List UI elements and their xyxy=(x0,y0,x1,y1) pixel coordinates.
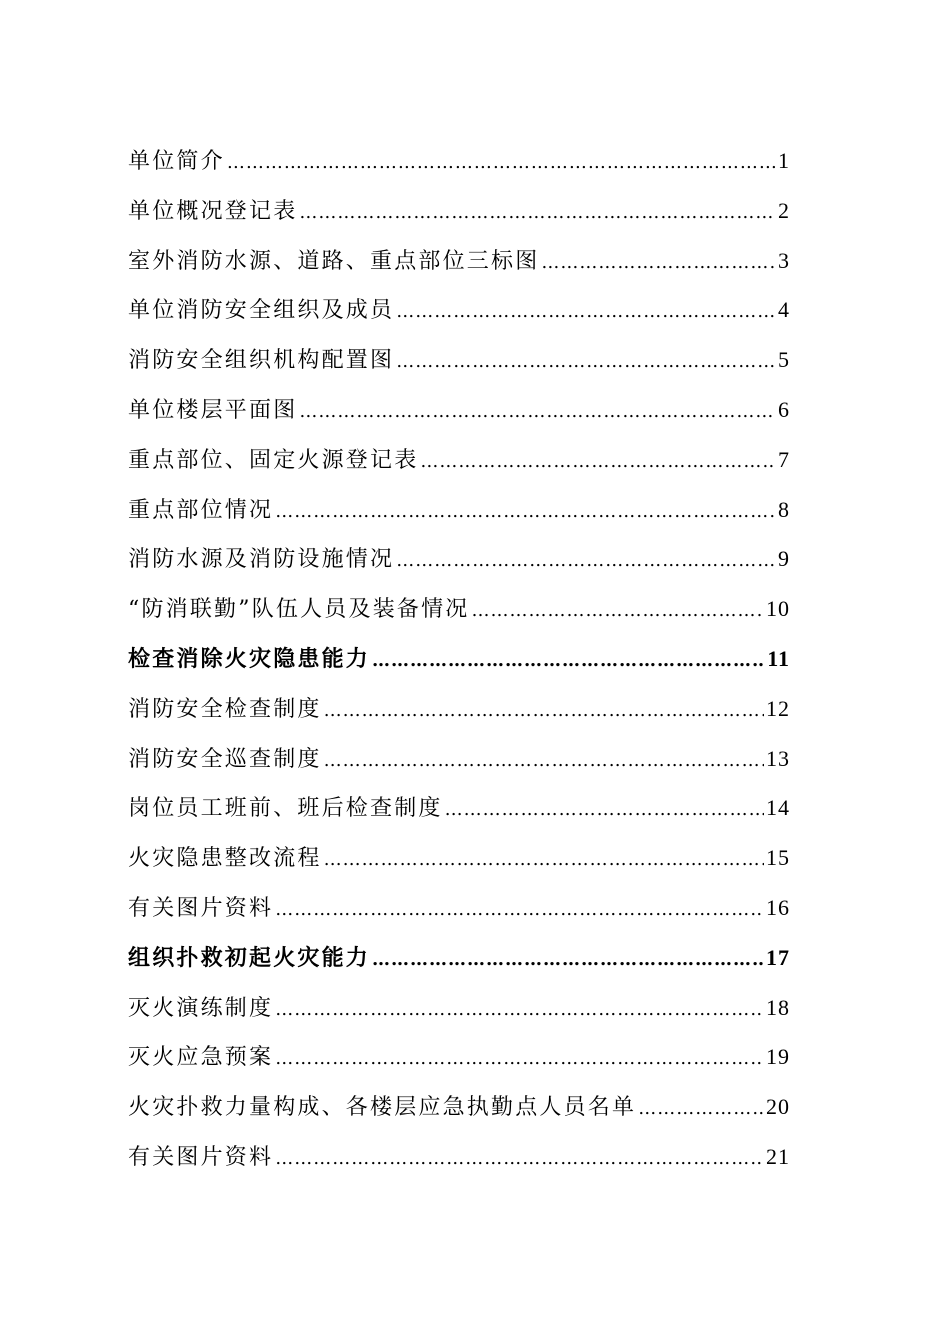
toc-dot-leader xyxy=(372,935,764,983)
toc-entry-title: 有关图片资料 xyxy=(128,895,274,921)
toc-entry[interactable] xyxy=(128,136,790,186)
toc-dot-leader xyxy=(227,138,776,186)
toc-entry[interactable] xyxy=(128,1082,790,1132)
toc-dot-leader xyxy=(299,188,776,236)
toc-entry-page: 8 xyxy=(778,496,790,522)
toc-entry-title: 检查消除火灾隐患能力 xyxy=(128,645,371,672)
toc-entry-page: 6 xyxy=(778,396,790,422)
toc-entry-title: 火灾隐患整改流程 xyxy=(128,846,322,872)
toc-entry-page: 5 xyxy=(778,347,790,373)
toc-dot-leader xyxy=(541,238,776,286)
toc-dot-leader xyxy=(275,1134,764,1182)
toc-entry[interactable] xyxy=(128,534,790,584)
toc-entry-page: 7 xyxy=(778,446,790,472)
toc-entry-page: 10 xyxy=(766,596,790,622)
toc-entry-page: 19 xyxy=(766,1044,790,1070)
toc-entry-title: 有关图片资料 xyxy=(128,1144,274,1170)
toc-entry[interactable] xyxy=(128,584,790,634)
toc-entry-title: 单位楼层平面图 xyxy=(128,397,298,423)
toc-entry-title: 单位概况登记表 xyxy=(128,198,298,224)
toc-dot-leader xyxy=(420,437,776,485)
toc-entry-page: 1 xyxy=(778,148,790,173)
toc-dot-leader xyxy=(324,686,764,734)
toc-entry[interactable] xyxy=(128,684,790,734)
toc-entry-page: 13 xyxy=(766,745,790,771)
toc-entry-page: 15 xyxy=(766,845,790,871)
toc-entry-title: 消防水源及消防设施情况 xyxy=(128,547,395,573)
toc-dot-leader xyxy=(396,536,776,584)
toc-entry-page: 9 xyxy=(778,546,790,572)
toc-entry-title: 灭火应急预案 xyxy=(128,1045,274,1071)
toc-entry-title: 单位简介 xyxy=(128,149,225,174)
toc-entry-page: 17 xyxy=(766,944,790,970)
toc-dot-leader xyxy=(396,337,776,385)
toc-entry-title: 消防安全组织机构配置图 xyxy=(128,348,395,374)
toc-entry-page: 21 xyxy=(766,1143,790,1169)
toc-dot-leader xyxy=(275,885,764,933)
toc-dot-leader xyxy=(275,985,764,1033)
toc-entry[interactable] xyxy=(128,236,790,286)
toc-entry[interactable] xyxy=(128,1132,790,1182)
toc-entry-page: 14 xyxy=(766,795,790,821)
toc-entry[interactable] xyxy=(128,385,790,435)
toc-entry-page: 3 xyxy=(778,247,790,273)
table-of-contents xyxy=(128,136,790,1182)
toc-entry-title: 火灾扑救力量构成、各楼层应急执勤点人员名单 xyxy=(128,1095,637,1121)
toc-entry-title: 重点部位、固定火源登记表 xyxy=(128,447,419,473)
toc-section-heading[interactable] xyxy=(128,933,790,983)
toc-entry-title: 重点部位情况 xyxy=(128,497,274,523)
toc-dot-leader xyxy=(372,636,765,684)
toc-entry[interactable] xyxy=(128,1032,790,1082)
toc-entry-title: “防消联勤”队伍人员及装备情况 xyxy=(128,597,470,623)
toc-entry-title: 室外消防水源、道路、重点部位三标图 xyxy=(128,248,540,274)
toc-entry-title: 单位消防安全组织及成员 xyxy=(128,298,395,324)
toc-dot-leader xyxy=(275,1034,764,1082)
toc-dot-leader xyxy=(324,736,764,784)
toc-entry[interactable] xyxy=(128,435,790,485)
toc-entry[interactable] xyxy=(128,734,790,784)
toc-entry-page: 2 xyxy=(778,197,790,223)
toc-section-heading[interactable] xyxy=(128,634,790,684)
toc-entry-page: 11 xyxy=(767,645,790,671)
toc-dot-leader xyxy=(275,487,776,535)
toc-entry[interactable] xyxy=(128,335,790,385)
toc-entry-page: 20 xyxy=(766,1094,790,1120)
toc-dot-leader xyxy=(445,785,764,833)
toc-entry-title: 组织扑救初起火灾能力 xyxy=(128,944,371,971)
toc-entry[interactable] xyxy=(128,983,790,1033)
toc-entry-page: 12 xyxy=(766,695,790,721)
toc-entry-page: 4 xyxy=(778,297,790,323)
toc-entry[interactable] xyxy=(128,485,790,535)
toc-dot-leader xyxy=(472,586,765,634)
toc-entry-title: 灭火演练制度 xyxy=(128,995,274,1021)
toc-entry[interactable] xyxy=(128,285,790,335)
toc-dot-leader xyxy=(299,387,776,435)
toc-entry[interactable] xyxy=(128,883,790,933)
toc-entry-title: 消防安全检查制度 xyxy=(128,696,322,722)
toc-dot-leader xyxy=(638,1084,764,1132)
toc-entry[interactable] xyxy=(128,833,790,883)
toc-entry[interactable] xyxy=(128,186,790,236)
toc-entry-page: 16 xyxy=(766,894,790,920)
toc-dot-leader xyxy=(324,835,764,883)
toc-entry-title: 岗位员工班前、班后检查制度 xyxy=(128,796,443,822)
toc-dot-leader xyxy=(396,287,776,335)
toc-entry-page: 18 xyxy=(766,994,790,1020)
toc-entry-title: 消防安全巡查制度 xyxy=(128,746,322,772)
toc-entry[interactable] xyxy=(128,783,790,833)
